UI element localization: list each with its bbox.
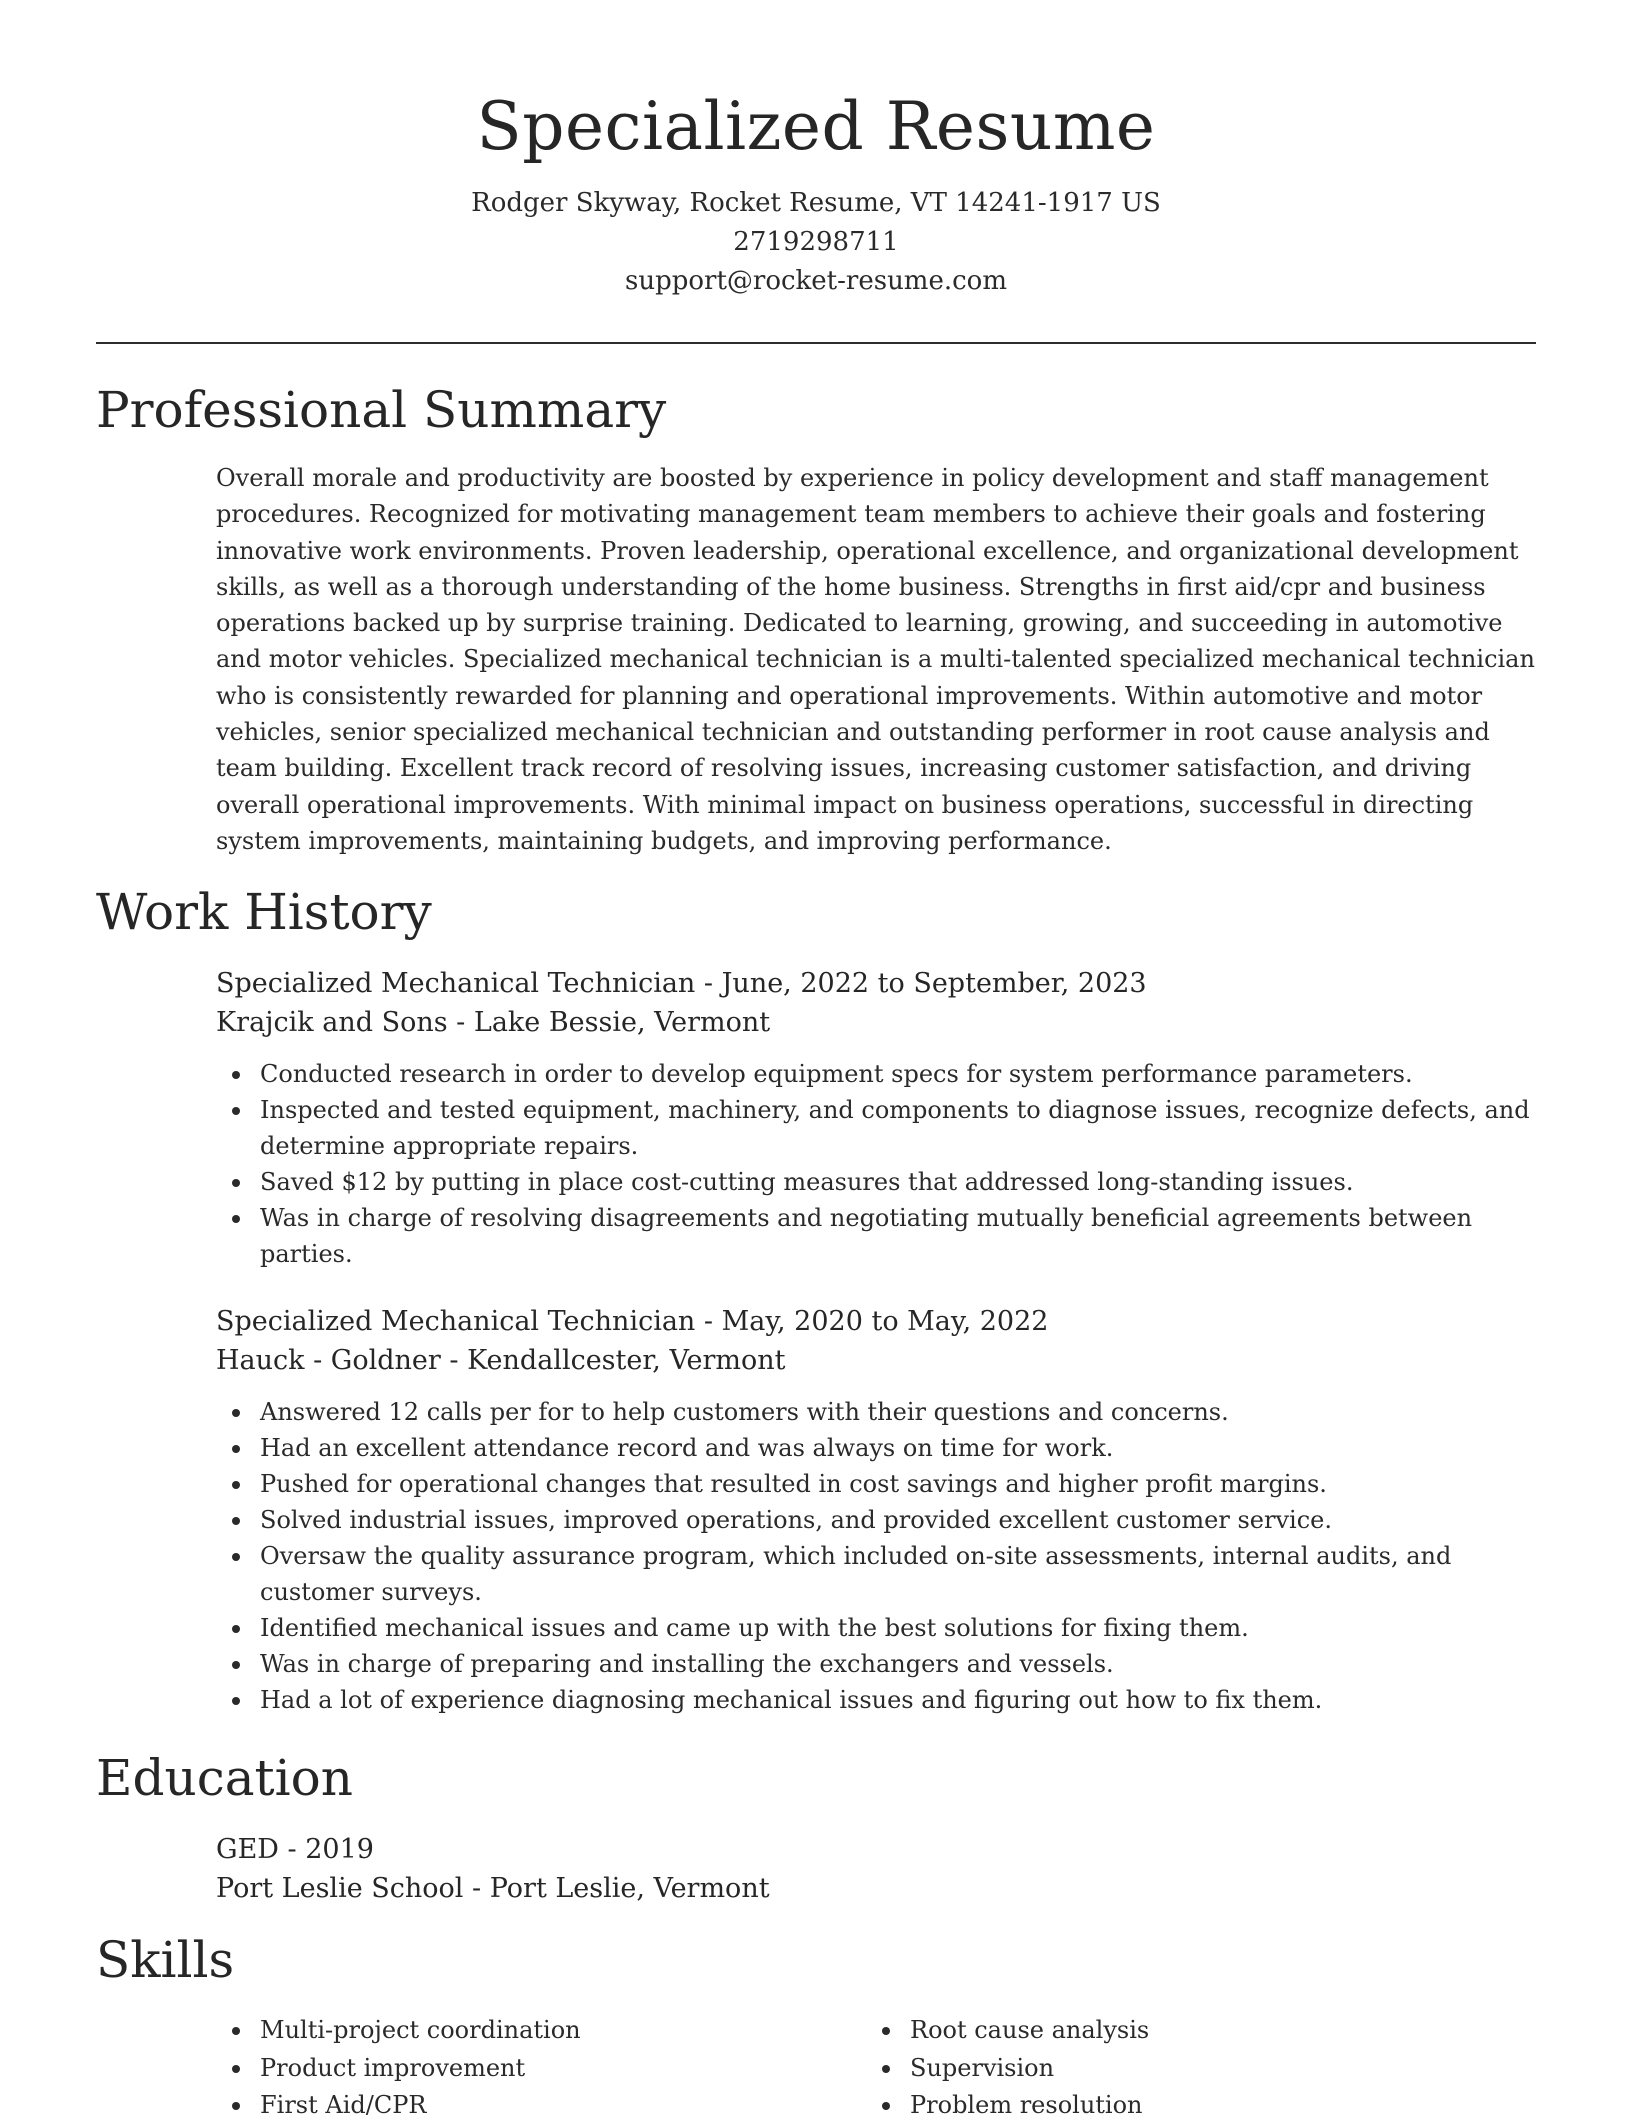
- skills-column-left: [216, 2012, 866, 2125]
- contact-address: Rodger Skyway, Rocket Resume, VT 14241-1917 US: [471, 188, 1161, 218]
- job-duty-item: Had an excellent attendance record and was always on time for work.: [260, 1430, 1538, 1466]
- education-section: [216, 1830, 1538, 1908]
- skill-item: Multi-project coordination: [260, 2012, 866, 2050]
- job-duty-item: Solved industrial issues, improved operations, and provided excellent customer service.: [260, 1502, 1538, 1538]
- job-duty-item: Oversaw the quality assurance program, which included on-site assessments, internal audits, and customer surveys.: [260, 1538, 1538, 1610]
- job-duty-item: Identified mechanical issues and came up with the best solutions for fixing them.: [260, 1610, 1538, 1646]
- job-title: Specialized Mechanical Technician - May, 2020 to May, 2022: [216, 1306, 1049, 1337]
- job-duty-item: Was in charge of resolving disagreements and negotiating mutually beneficial agreements between parties.: [260, 1200, 1538, 1272]
- skill-item: First Aid/CPR: [260, 2087, 866, 2125]
- resume-header: [0, 0, 1632, 301]
- resume-title: Specialized Resume: [476, 88, 1156, 165]
- job-entry: [216, 1302, 1538, 1718]
- job-company: Krajcik and Sons - Lake Bessie, Vermont: [216, 1007, 771, 1038]
- skill-item: Problem resolution: [910, 2087, 1516, 2125]
- work-history-heading: Work History: [96, 883, 432, 941]
- skill-item: Product improvement: [260, 2050, 866, 2088]
- education-degree: GED - 2019: [216, 1834, 374, 1865]
- job-duty-item: Saved $12 by putting in place cost-cutting measures that addressed long-standing issues.: [260, 1164, 1538, 1200]
- summary-heading: Professional Summary: [96, 381, 667, 439]
- skills-list: [866, 2012, 1516, 2125]
- job-duty-item: Pushed for operational changes that resulted in cost savings and higher profit margins.: [260, 1466, 1538, 1502]
- contact-phone: 2719298711: [733, 227, 899, 257]
- job-duties-list: [216, 1056, 1538, 1272]
- summary-section: [216, 460, 1538, 859]
- job-duty-item: Answered 12 calls per for to help customers with their questions and concerns.: [260, 1394, 1538, 1430]
- education-heading: Education: [96, 1749, 353, 1807]
- skills-column-right: [866, 2012, 1516, 2125]
- skills-heading: Skills: [96, 1931, 235, 1989]
- job-duty-item: Was in charge of preparing and installing the exchangers and vessels.: [260, 1646, 1538, 1682]
- summary-text: Overall morale and productivity are boosted by experience in policy development and staff management procedures. Recognized for motivating management team members to achieve their goals and fostering innovative work environments. Proven leadership, operational excellence, and organizational development skills, as well as a thorough understanding of the home business. Strengths in first aid/cpr and business operations backed up by surprise training. Dedicated to learning, growing, and succeeding in automotive and motor vehicles. Specialized mechanical technician is a multi-talented specialized mechanical technician who is consistently rewarded for planning and operational improvements. Within automotive and motor vehicles, senior specialized mechanical technician and outstanding performer in root cause analysis and team building. Excellent track record of resolving issues, increasing customer satisfaction, and driving overall operational improvements. With minimal impact on business operations, successful in directing system improvements, maintaining budgets, and improving performance.: [216, 464, 1535, 855]
- job-title: Specialized Mechanical Technician - June, 2022 to September, 2023: [216, 968, 1147, 999]
- job-duties-list: [216, 1394, 1538, 1718]
- work-history-section: [216, 964, 1538, 1748]
- contact-email: support@rocket-resume.com: [624, 266, 1007, 296]
- header-divider: [96, 342, 1536, 344]
- skills-section: [216, 2012, 1538, 2125]
- job-duty-item: Inspected and tested equipment, machinery, and components to diagnose issues, recognize defects, and determine appropriate repairs.: [260, 1092, 1538, 1164]
- job-entry: [216, 964, 1538, 1272]
- education-school: Port Leslie School - Port Leslie, Vermont: [216, 1873, 770, 1904]
- job-duty-item: Had a lot of experience diagnosing mechanical issues and figuring out how to fix them.: [260, 1682, 1538, 1718]
- skill-item: Root cause analysis: [910, 2012, 1516, 2050]
- skills-list: [216, 2012, 866, 2125]
- job-duty-item: Conducted research in order to develop equipment specs for system performance parameters.: [260, 1056, 1538, 1092]
- skill-item: Supervision: [910, 2050, 1516, 2088]
- job-company: Hauck - Goldner - Kendallcester, Vermont: [216, 1345, 786, 1376]
- contact-block: [0, 184, 1632, 301]
